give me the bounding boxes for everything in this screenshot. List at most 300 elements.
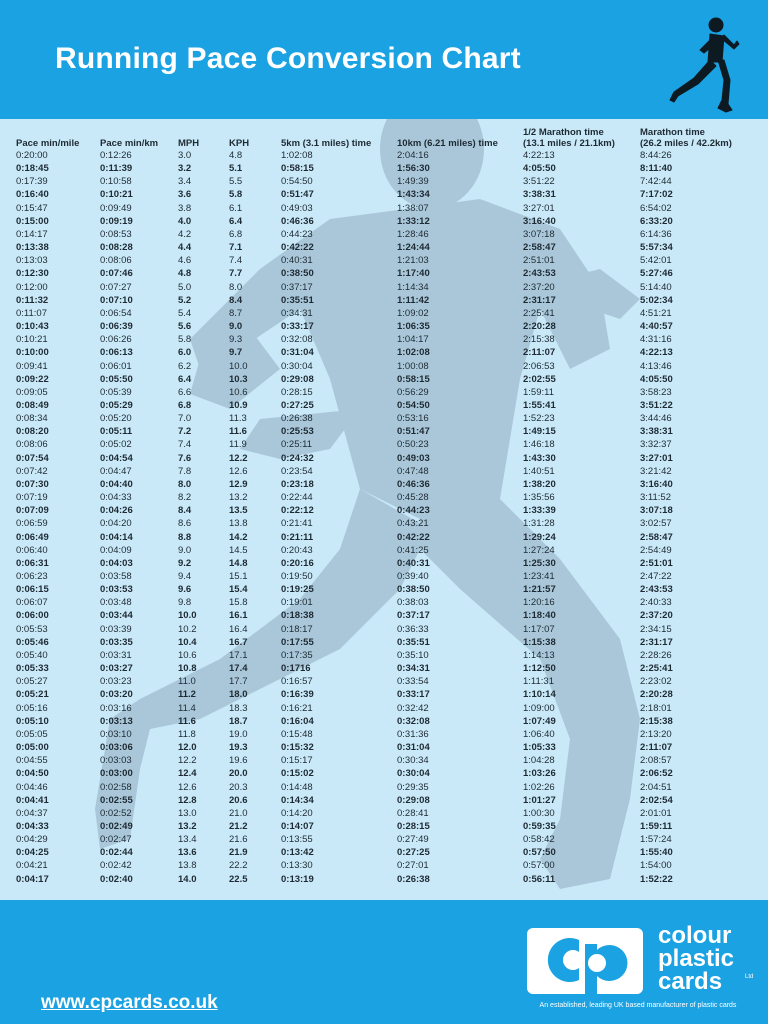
- table-cell: 0:14:07: [281, 820, 314, 832]
- table-cell: 12.9: [229, 478, 248, 490]
- table-cell: 12.0: [178, 742, 197, 754]
- table-cell: 5.5: [229, 176, 243, 188]
- table-cell: 0:29:35: [397, 781, 429, 793]
- table-cell: 4:05:50: [523, 163, 556, 175]
- table-cell: 8:11:40: [640, 163, 673, 175]
- table-row: [16, 596, 740, 609]
- table-row: [16, 846, 740, 859]
- table-cell: 2:06:52: [640, 768, 673, 780]
- table-row: [16, 399, 740, 412]
- table-cell: 0:04:26: [100, 505, 133, 517]
- table-cell: 7.1: [229, 242, 243, 254]
- table-cell: 0:33:17: [397, 689, 430, 701]
- header-5km-time: 5km (3.1 miles) time: [281, 138, 372, 149]
- table-cell: 3:16:40: [523, 215, 556, 227]
- table-cell: 0:02:55: [100, 794, 133, 806]
- table-cell: 0:15:48: [281, 728, 313, 740]
- table-cell: 0:03:06: [100, 742, 133, 754]
- table-cell: 0:07:46: [100, 268, 133, 280]
- table-cell: 0:06:59: [16, 518, 48, 530]
- table-cell: 4.0: [178, 215, 192, 227]
- table-cell: 0:06:07: [16, 597, 48, 609]
- table-cell: 2:31:17: [523, 294, 556, 306]
- table-cell: 0:09:41: [16, 360, 48, 372]
- table-cell: 12.6: [229, 465, 248, 477]
- table-cell: 14.0: [178, 873, 197, 885]
- table-cell: 0:02:42: [100, 860, 132, 872]
- table-cell: 8.0: [178, 478, 192, 490]
- table-cell: 1:55:41: [523, 399, 556, 411]
- table-cell: 3:58:23: [640, 386, 672, 398]
- table-cell: 1:17:40: [397, 268, 430, 280]
- table-cell: 0:02:40: [100, 873, 133, 885]
- table-row: [16, 307, 740, 320]
- table-cell: 0:19:25: [281, 584, 314, 596]
- table-cell: 4:22:13: [523, 150, 555, 161]
- table-cell: 0:03:00: [100, 768, 133, 780]
- table-cell: 0:54:50: [281, 176, 313, 188]
- table-cell: 0:04:03: [100, 557, 133, 569]
- table-cell: 9.3: [229, 334, 243, 346]
- table-cell: 0:07:54: [16, 452, 49, 464]
- table-cell: 2:15:38: [640, 715, 673, 727]
- table-cell: 1:54:00: [640, 860, 672, 872]
- table-cell: 0:51:47: [397, 426, 430, 438]
- table-cell: 10.9: [229, 399, 248, 411]
- table-row: [16, 215, 740, 228]
- table-cell: 0:40:31: [281, 255, 313, 267]
- table-cell: 0:14:20: [281, 807, 313, 819]
- table-cell: 0:10:58: [100, 176, 132, 188]
- table-cell: 0:19:01: [281, 597, 313, 609]
- table-row: [16, 544, 740, 557]
- table-cell: 0:14:17: [16, 228, 48, 240]
- table-cell: 0:12:26: [100, 150, 132, 161]
- table-cell: 10.4: [178, 636, 197, 648]
- table-cell: 0:44:23: [397, 505, 430, 517]
- table-cell: 1:18:40: [523, 610, 556, 622]
- table-cell: 8.6: [178, 518, 192, 530]
- table-cell: 2:40:33: [640, 597, 672, 609]
- table-cell: 0:02:49: [100, 820, 133, 832]
- table-cell: 13.8: [178, 860, 197, 872]
- table-cell: 0:11:39: [100, 163, 133, 175]
- table-cell: 1:04:28: [523, 755, 555, 767]
- table-row: [16, 715, 740, 728]
- table-cell: 1:14:13: [523, 649, 555, 661]
- brand-name: [658, 924, 734, 993]
- table-cell: 0:03:58: [100, 571, 132, 582]
- table-cell: 17.1: [229, 649, 248, 661]
- table-cell: 8.4: [178, 505, 192, 517]
- table-cell: 0:13:19: [281, 873, 314, 885]
- table-cell: 0:04:46: [16, 781, 48, 793]
- table-row: [16, 438, 740, 451]
- table-cell: 0:31:04: [281, 347, 314, 359]
- table-cell: 3:27:01: [523, 202, 555, 214]
- table-row: [16, 833, 740, 846]
- table-cell: 0:02:47: [100, 834, 132, 846]
- table-cell: 20.3: [229, 781, 248, 793]
- table-cell: 0:35:51: [281, 294, 314, 306]
- table-cell: 0:12:30: [16, 268, 49, 280]
- table-cell: 0:05:53: [16, 623, 48, 635]
- table-cell: 10.0: [229, 360, 248, 372]
- table-cell: 10.0: [178, 610, 197, 622]
- table-cell: 5:42:01: [640, 255, 672, 267]
- table-cell: 18.3: [229, 702, 248, 714]
- table-cell: 2:11:07: [640, 742, 673, 754]
- table-cell: 0:10:21: [16, 334, 48, 346]
- table-cell: 0:03:31: [100, 649, 132, 661]
- table-cell: 2:43:53: [640, 584, 673, 596]
- table-cell: 3:02:57: [640, 518, 672, 530]
- table-cell: 0:02:58: [100, 781, 132, 793]
- table-cell: 1:06:35: [397, 321, 430, 333]
- table-cell: 2:18:01: [640, 702, 672, 714]
- table-cell: 0:15:32: [281, 742, 314, 754]
- table-cell: 9.0: [178, 544, 192, 556]
- table-row: [16, 320, 740, 333]
- cp-logo: [527, 922, 647, 998]
- table-cell: 0:25:11: [281, 439, 312, 451]
- table-cell: 0:46:36: [281, 215, 314, 227]
- table-cell: 14.8: [229, 557, 248, 569]
- table-cell: 0:06:15: [16, 584, 49, 596]
- table-cell: 1:02:08: [397, 347, 430, 359]
- table-cell: 1:15:38: [523, 636, 556, 648]
- table-cell: 6:33:20: [640, 215, 673, 227]
- table-cell: 18.0: [229, 689, 248, 701]
- table-cell: 0:26:38: [397, 873, 430, 885]
- table-cell: 0:13:03: [16, 255, 48, 267]
- table-cell: 11.4: [178, 702, 196, 714]
- table-cell: 1:20:16: [523, 597, 555, 609]
- table-row: [16, 360, 740, 373]
- table-cell: 3:07:18: [523, 228, 555, 240]
- website-link[interactable]: www.cpcards.co.uk: [41, 992, 218, 1013]
- table-cell: 1:56:30: [397, 163, 430, 175]
- table-cell: 2:08:57: [640, 755, 672, 767]
- table-row: [16, 688, 740, 701]
- table-cell: 0:43:21: [397, 518, 429, 530]
- table-cell: 1:09:00: [523, 702, 555, 714]
- header-marathon-time: Marathon time (26.2 miles / 42.2km): [640, 127, 732, 149]
- table-cell: 0:35:10: [397, 649, 429, 661]
- table-cell: 0:25:53: [281, 426, 314, 438]
- table-cell: 2:31:17: [640, 636, 673, 648]
- table-cell: 8.4: [229, 294, 243, 306]
- table-cell: 0:09:22: [16, 373, 49, 385]
- table-header-row: [16, 121, 740, 149]
- table-cell: 1:27:24: [523, 544, 555, 556]
- table-cell: 15.8: [229, 597, 248, 609]
- table-cell: 0:16:21: [281, 702, 313, 714]
- table-cell: 0:17:55: [281, 636, 314, 648]
- table-cell: 0:03:10: [100, 728, 132, 740]
- table-cell: 13.0: [178, 807, 197, 819]
- table-cell: 0:58:15: [281, 163, 314, 175]
- table-row: [16, 346, 740, 359]
- table-cell: 1:09:02: [397, 307, 429, 319]
- table-cell: 1:03:26: [523, 768, 556, 780]
- header-half-marathon-time: 1/2 Marathon time (13.1 miles / 21.1km): [523, 127, 615, 149]
- table-cell: 0:08:20: [16, 426, 49, 438]
- table-cell: 0:05:39: [100, 386, 132, 398]
- table-cell: 0:1716: [281, 663, 311, 675]
- table-cell: 3:16:40: [640, 478, 673, 490]
- table-row: [16, 781, 740, 794]
- table-cell: 0:28:15: [281, 386, 313, 398]
- table-cell: 7:42:44: [640, 176, 672, 188]
- table-cell: 4:13:46: [640, 360, 672, 372]
- table-row: [16, 794, 740, 807]
- table-row: [16, 373, 740, 386]
- table-row: [16, 333, 740, 346]
- table-cell: 0:15:47: [16, 202, 48, 214]
- header-pace-min-mile: Pace min/mile: [16, 138, 80, 149]
- table-cell: 1:38:20: [523, 478, 556, 490]
- table-cell: 1:02:26: [523, 781, 555, 793]
- table-row: [16, 583, 740, 596]
- table-cell: 11.6: [178, 715, 196, 727]
- table-cell: 0:57:50: [523, 847, 556, 859]
- table-cell: 0:36:33: [397, 623, 429, 635]
- table-cell: 6.6: [178, 386, 192, 398]
- table-cell: 3:38:31: [640, 426, 673, 438]
- table-row: [16, 281, 740, 294]
- table-cell: 0:04:50: [16, 768, 49, 780]
- table-cell: 0:06:23: [16, 571, 48, 582]
- table-cell: 2:25:41: [523, 307, 555, 319]
- table-cell: 0:04:54: [100, 452, 133, 464]
- table-cell: 3:32:37: [640, 439, 672, 451]
- table-row: [16, 767, 740, 780]
- table-row: [16, 807, 740, 820]
- table-cell: 1:06:40: [523, 728, 555, 740]
- table-row: [16, 228, 740, 241]
- table-cell: 8:44:26: [640, 150, 672, 161]
- table-cell: 0:32:08: [281, 334, 313, 346]
- table-cell: 0:37:17: [281, 281, 313, 293]
- table-cell: 0:15:02: [281, 768, 314, 780]
- table-cell: 0:04:25: [16, 847, 49, 859]
- table-cell: 0:17:39: [16, 176, 48, 188]
- table-row: [16, 859, 740, 872]
- table-cell: 1:59:11: [640, 820, 673, 832]
- table-cell: 1:33:39: [523, 505, 556, 517]
- table-cell: 22.5: [229, 873, 248, 885]
- table-cell: 1:25:30: [523, 557, 556, 569]
- table-cell: 1:46:18: [523, 439, 555, 451]
- table-cell: 2:28:26: [640, 649, 672, 661]
- table-cell: 22.2: [229, 860, 248, 872]
- table-cell: 0:04:17: [16, 873, 49, 885]
- table-cell: 0:37:17: [397, 610, 430, 622]
- table-cell: 0:18:38: [281, 610, 314, 622]
- table-row: [16, 609, 740, 622]
- table-row: [16, 662, 740, 675]
- table-cell: 1:43:34: [397, 189, 430, 201]
- table-cell: 0:16:40: [16, 189, 49, 201]
- table-cell: 6.8: [178, 399, 192, 411]
- table-cell: 0:59:35: [523, 820, 556, 832]
- table-cell: 6.2: [178, 360, 192, 372]
- table-cell: 2:23:02: [640, 676, 672, 688]
- table-cell: 1:10:14: [523, 689, 556, 701]
- table-cell: 0:10:00: [16, 347, 49, 359]
- table-row: [16, 188, 740, 201]
- table-cell: 7.0: [178, 413, 192, 425]
- table-cell: 13.4: [178, 834, 197, 846]
- table-cell: 0:35:51: [397, 636, 430, 648]
- table-cell: 14.2: [229, 531, 248, 543]
- table-cell: 0:03:44: [100, 610, 133, 622]
- table-cell: 9.6: [178, 584, 192, 596]
- table-cell: 0:03:16: [100, 702, 132, 714]
- table-cell: 7.2: [178, 426, 192, 438]
- table-cell: 20.0: [229, 768, 248, 780]
- table-cell: 1:52:22: [640, 873, 673, 885]
- table-cell: 2:04:16: [397, 150, 429, 161]
- table-cell: 7.4: [178, 439, 192, 451]
- table-cell: 1:31:28: [523, 518, 555, 530]
- table-cell: 0:06:00: [16, 610, 49, 622]
- brand-line-colour: colour: [658, 922, 732, 949]
- table-cell: 8.8: [178, 531, 192, 543]
- table-row: [16, 254, 740, 267]
- table-cell: 0:18:17: [281, 623, 313, 635]
- table-cell: 0:04:33: [16, 820, 49, 832]
- table-cell: 12.2: [178, 755, 197, 767]
- table-cell: 0:58:15: [397, 373, 430, 385]
- brand-line-plastic: plastic: [658, 945, 735, 972]
- table-cell: 7.6: [178, 452, 192, 464]
- table-cell: 5.8: [178, 334, 192, 346]
- table-cell: 0:07:09: [16, 505, 49, 517]
- table-cell: 0:04:55: [16, 755, 48, 767]
- table-cell: 2:02:54: [640, 794, 673, 806]
- table-cell: 0:03:35: [100, 636, 133, 648]
- table-cell: 5.0: [178, 281, 192, 293]
- table-cell: 19.0: [229, 728, 248, 740]
- table-row: [16, 175, 740, 188]
- table-row: [16, 557, 740, 570]
- table-cell: 1:40:51: [523, 465, 555, 477]
- table-cell: 9.2: [178, 557, 192, 569]
- table-cell: 0:17:35: [281, 649, 313, 661]
- table-cell: 0:05:29: [100, 399, 133, 411]
- table-cell: 0:26:38: [281, 413, 313, 425]
- table-cell: 1:49:15: [523, 426, 556, 438]
- table-cell: 6.0: [178, 347, 192, 359]
- table-cell: 19.3: [229, 742, 248, 754]
- table-cell: 1:35:56: [523, 492, 555, 504]
- table-cell: 3:38:31: [523, 189, 556, 201]
- table-cell: 0:05:16: [16, 702, 48, 714]
- table-cell: 0:05:10: [16, 715, 49, 727]
- table-cell: 0:29:08: [397, 794, 430, 806]
- table-cell: 1:21:03: [397, 255, 429, 267]
- table-cell: 0:20:43: [281, 544, 313, 556]
- table-cell: 0:04:09: [100, 544, 132, 556]
- table-cell: 0:08:34: [16, 413, 48, 425]
- table-cell: 0:13:30: [281, 860, 313, 872]
- table-cell: 0:05:40: [16, 649, 48, 661]
- table-cell: 1:01:27: [523, 794, 556, 806]
- table-cell: 1:00:30: [523, 807, 555, 819]
- table-cell: 0:07:42: [16, 465, 48, 477]
- table-cell: 0:34:31: [397, 663, 430, 675]
- table-cell: 2:43:53: [523, 268, 556, 280]
- table-cell: 4.2: [178, 228, 192, 240]
- page-title: Running Pace Conversion Chart: [55, 42, 521, 75]
- table-cell: 0:31:04: [397, 742, 430, 754]
- table-cell: 1:38:07: [397, 202, 429, 214]
- table-cell: 9.7: [229, 347, 243, 359]
- table-cell: 3.6: [178, 189, 192, 201]
- table-cell: 4.4: [178, 242, 192, 254]
- table-cell: 0:23:54: [281, 465, 313, 477]
- table-cell: 0:42:22: [397, 531, 430, 543]
- table-row: [16, 570, 740, 583]
- table-cell: 7.8: [178, 465, 192, 477]
- table-row: [16, 517, 740, 530]
- table-cell: 2:37:20: [640, 610, 673, 622]
- table-cell: 3.2: [178, 163, 192, 175]
- brand-ltd: Ltd: [745, 974, 754, 980]
- table-cell: 0:09:49: [100, 202, 132, 214]
- table-cell: 4:22:13: [640, 347, 673, 359]
- header-mph: MPH: [178, 138, 200, 149]
- table-cell: 0:40:31: [397, 557, 430, 569]
- table-cell: 0:05:05: [16, 728, 48, 740]
- table-cell: 0:09:05: [16, 386, 48, 398]
- table-row: [16, 873, 740, 886]
- table-cell: 21.2: [229, 820, 248, 832]
- table-cell: 2:11:07: [523, 347, 556, 359]
- table-cell: 6.4: [229, 215, 243, 227]
- table-cell: 0:18:45: [16, 163, 49, 175]
- table-cell: 0:07:27: [100, 281, 132, 293]
- table-cell: 0:32:42: [397, 702, 429, 714]
- table-cell: 16.1: [229, 610, 248, 622]
- table-cell: 5.8: [229, 189, 243, 201]
- table-cell: 16.4: [229, 623, 248, 635]
- table-cell: 21.0: [229, 807, 248, 819]
- table-cell: 12.6: [178, 781, 197, 793]
- table-row: [16, 820, 740, 833]
- table-cell: 5.6: [178, 321, 192, 333]
- table-cell: 9.0: [229, 321, 243, 333]
- table-row: [16, 149, 740, 162]
- header-10km-time: 10km (6.21 miles) time: [397, 138, 498, 149]
- table-cell: 5:14:40: [640, 281, 672, 293]
- table-cell: 1:59:11: [523, 386, 554, 398]
- table-cell: 0:14:34: [281, 794, 314, 806]
- table-cell: 0:58:42: [523, 834, 555, 846]
- table-cell: 2:51:01: [640, 557, 673, 569]
- table-cell: 0:27:01: [397, 860, 429, 872]
- table-row: [16, 412, 740, 425]
- table-cell: 0:08:53: [100, 228, 132, 240]
- table-cell: 1:55:40: [640, 847, 673, 859]
- runner-icon: [664, 16, 740, 114]
- table-cell: 1:00:08: [397, 360, 429, 372]
- table-cell: 0:04:47: [100, 465, 132, 477]
- table-cell: 0:08:06: [100, 255, 132, 267]
- table-cell: 0:08:06: [16, 439, 48, 451]
